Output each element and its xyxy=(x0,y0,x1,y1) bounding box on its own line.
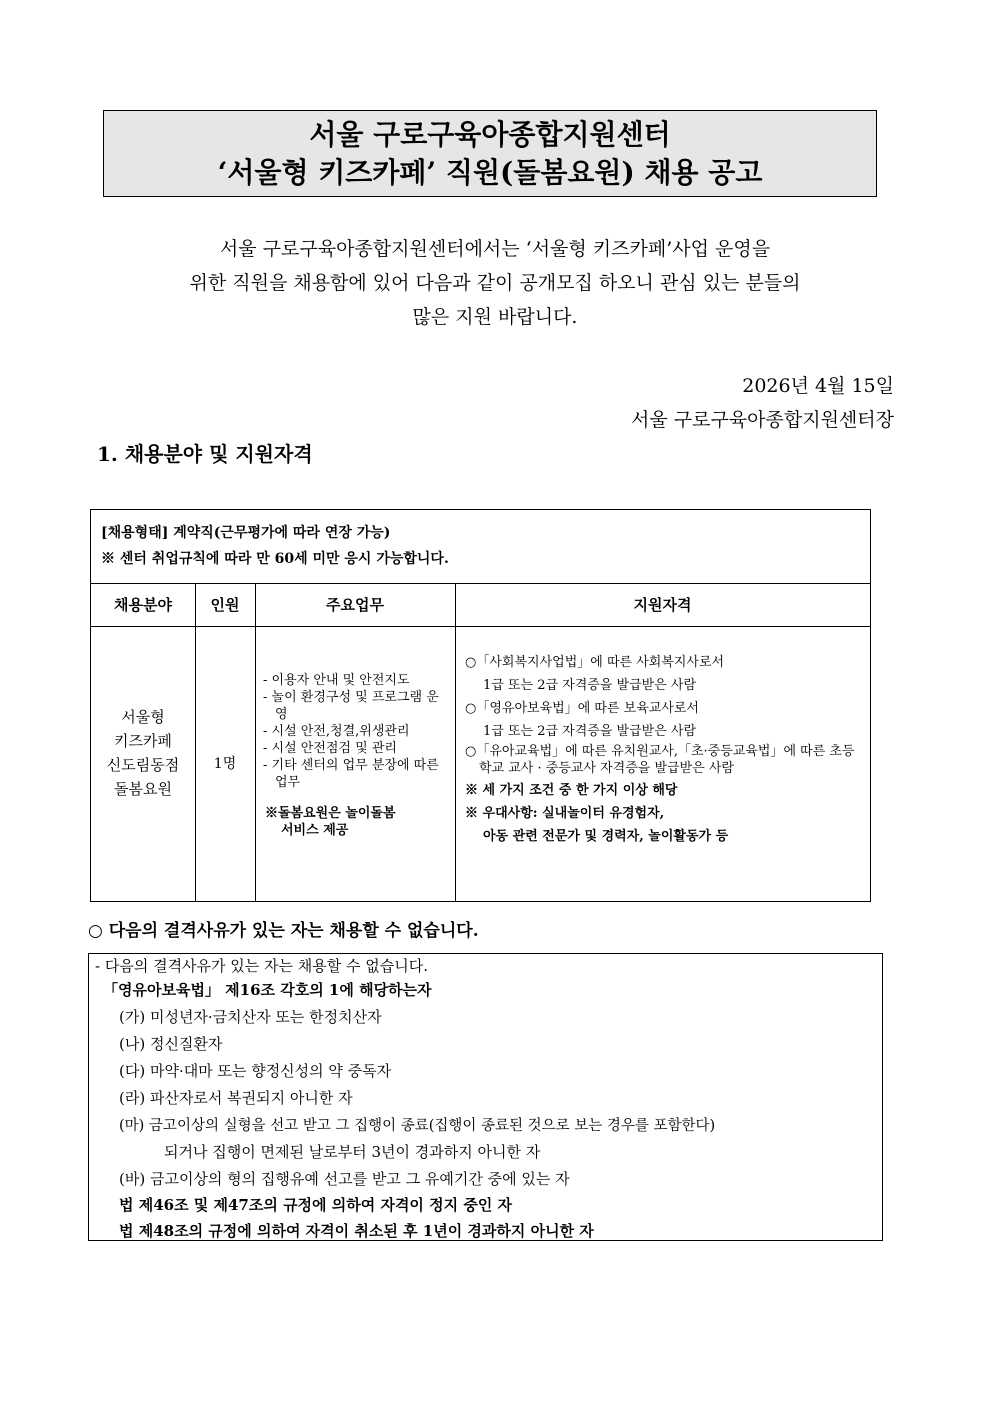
qualification-2: ○「영유아보육법」에 따른 보육교사로서 xyxy=(465,701,699,716)
disqualification-item: (마) 금고이상의 실형을 선고 받고 그 집행이 종료(집행이 종료된 것으로 보는 경우를 포함한다) xyxy=(119,1118,716,1134)
disqualification-box xyxy=(88,953,883,1241)
duties-note-line: ※돌봄요원은 놀이돌봄 xyxy=(265,806,396,821)
col-header-field: 채용분야 xyxy=(91,584,195,627)
field-line: 돌봄요원 xyxy=(114,780,172,798)
cell-qualifications xyxy=(455,627,870,901)
duties-note-line: 서비스 제공 xyxy=(281,823,349,838)
title-line-2: ‘서울형 키즈카페’ 직원(돌봄요원) 채용 공고 xyxy=(217,156,763,189)
announcement-date: 2026년 4월 15일 xyxy=(742,375,894,397)
qualification-note: ※ 세 가지 조건 중 한 가지 이상 해당 xyxy=(465,783,678,798)
title-line-1: 서울 구로구육아종합지원센터 xyxy=(309,118,671,151)
field-line: 키즈카페 xyxy=(114,732,172,750)
cell-duties xyxy=(255,627,455,901)
col-header-count: 인원 xyxy=(195,584,255,627)
disqualification-item: (나) 정신질환자 xyxy=(119,1035,223,1053)
disqualification-item: (가) 미성년자·금치산자 또는 한정치산자 xyxy=(119,1008,382,1026)
col-header-duties: 주요업무 xyxy=(255,584,455,627)
duties-note xyxy=(263,805,445,839)
duty-item: - 시설 안전점검 및 관리 xyxy=(263,741,397,756)
qualification-2-detail: 1급 또는 2급 자격증을 발급받은 사람 xyxy=(483,724,697,739)
cell-field xyxy=(91,627,195,901)
field-line: 신도림동점 xyxy=(106,756,180,774)
qualification-3: ○「유아교육법」에 따른 유치원교사,「초·중등교육법」에 따른 초등학교 교사 · 중등교사 자격증을 발급받은 사람 xyxy=(465,744,855,776)
title-box xyxy=(103,110,877,197)
duty-item: - 시설 안전,청결,위생관리 xyxy=(263,724,410,739)
disqualification-law: 「영유아보육법」 제16조 각호의 1에 해당하는자 xyxy=(103,981,432,999)
age-note: ※ 센터 취업규칙에 따라 만 60세 미만 응시 가능합니다. xyxy=(101,551,449,567)
intro-line-1: 서울 구로구육아종합지원센터에서는 ‘서울형 키즈카페’사업 운영을 xyxy=(219,238,771,260)
disqualification-item-continued: 되거나 집행이 면제된 날로부터 3년이 경과하지 아니한 자 xyxy=(164,1143,541,1161)
duty-item: - 놀이 환경구성 및 프로그램 운영 xyxy=(263,690,439,722)
disqualification-rule: 법 제48조의 규정에 의하여 자격이 취소된 후 1년이 경과하지 아니한 자 xyxy=(119,1222,594,1240)
qualification-1: ○「사회복지사업법」에 따른 사회복지사로서 xyxy=(465,655,725,670)
signatory: 서울 구로구육아종합지원센터장 xyxy=(631,409,894,431)
preference-detail: 아동 관련 전문가 및 경력자, 놀이활동가 등 xyxy=(483,829,729,844)
disqualification-rule: 법 제46조 및 제47조의 규정에 의하여 자격이 정지 중인 자 xyxy=(119,1196,513,1214)
preference-note: ※ 우대사항: 실내놀이터 유경험자, xyxy=(465,806,665,821)
disqualification-item: (다) 마약·대마 또는 향정신성의 약 중독자 xyxy=(119,1062,392,1080)
cell-count: 1명 xyxy=(213,756,237,772)
employment-type: [채용형태] 계약직(근무평가에 따라 연장 가능) xyxy=(101,525,391,541)
disqualification-intro: - 다음의 결격사유가 있는 자는 채용할 수 없습니다. xyxy=(95,957,429,975)
intro-line-3: 많은 지원 바랍니다. xyxy=(412,306,578,328)
intro-line-2: 위한 직원을 채용함에 있어 다음과 같이 공개모집 하오니 관심 있는 분들의 xyxy=(189,272,801,294)
table-header-block xyxy=(91,510,870,584)
section-2-heading: ○ 다음의 결격사유가 있는 자는 채용할 수 없습니다. xyxy=(88,921,479,941)
disqualification-item: (라) 파산자로서 복권되지 아니한 자 xyxy=(119,1089,353,1107)
field-line: 서울형 xyxy=(121,708,165,726)
qualification-1-detail: 1급 또는 2급 자격증을 발급받은 사람 xyxy=(483,678,697,693)
intro-paragraph xyxy=(80,232,910,334)
col-header-qualifications: 지원자격 xyxy=(455,584,870,627)
section-1-heading: 1. 채용분야 및 지원자격 xyxy=(97,442,313,466)
duty-item: - 기타 센터의 업무 분장에 따른 업무 xyxy=(263,758,439,790)
disqualification-item: (바) 금고이상의 형의 집행유예 선고를 받고 그 유예기간 중에 있는 자 xyxy=(119,1170,570,1188)
recruitment-table xyxy=(90,509,871,902)
duty-item: - 이용자 안내 및 안전지도 xyxy=(263,673,410,688)
